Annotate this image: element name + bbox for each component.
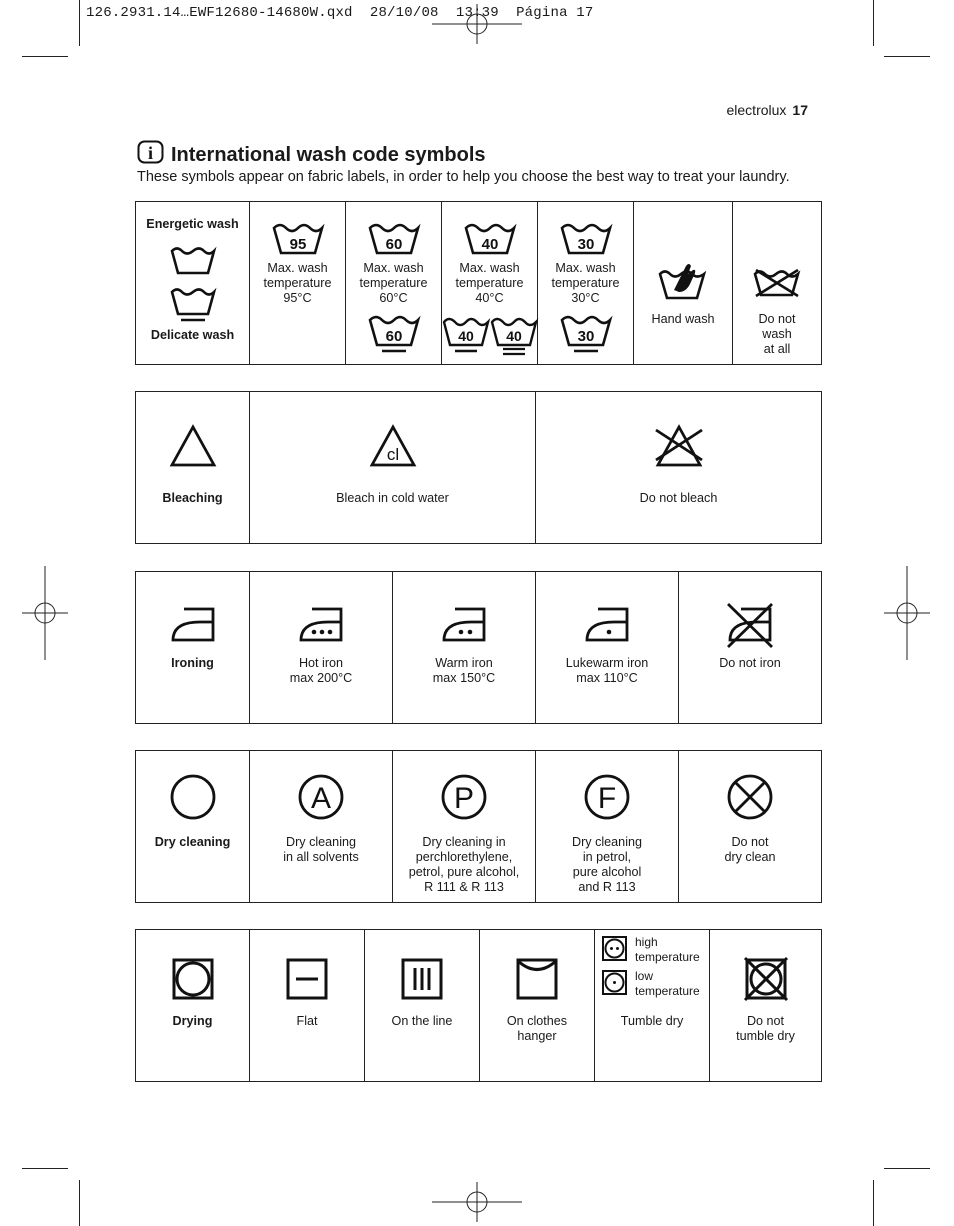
bleach-cold-cell xyxy=(250,392,536,544)
lukewarm-iron-cell xyxy=(536,572,679,724)
crop-mark xyxy=(22,56,68,57)
dry-clean-all-cell xyxy=(250,751,393,903)
wash-60-label: Max. wash temperature 60°C xyxy=(359,261,428,305)
lukewarm-iron-label: Lukewarm iron max 110°C xyxy=(565,656,649,685)
lukewarm-iron-icon xyxy=(584,606,630,642)
ironing-header-cell xyxy=(136,572,250,724)
hand-wash-icon xyxy=(658,260,708,302)
info-icon xyxy=(137,140,164,164)
dry-clean-f-icon xyxy=(583,773,631,821)
bleaching-label: Bleaching xyxy=(162,491,223,505)
dry-clean-a-icon xyxy=(297,773,345,821)
dry-clean-p-letter: P xyxy=(453,782,475,815)
do-not-wash-icon xyxy=(752,268,802,298)
washing-table xyxy=(135,201,822,365)
drying-table xyxy=(135,929,822,1082)
crop-mark xyxy=(22,1168,68,1169)
delicate-wash-30-icon xyxy=(560,314,612,354)
dry-clean-perc-cell xyxy=(393,751,536,903)
print-slug: 126.2931.14…EWF12680-14680W.qxd 28/10/08 13:39 Página 17 xyxy=(86,5,594,21)
delicate-wash-label: Delicate wash xyxy=(150,328,235,342)
bleach-triangle-icon xyxy=(169,424,217,468)
energetic-wash-label: Energetic wash xyxy=(146,217,239,231)
dry-clean-all-label: Dry cleaning in all solvents xyxy=(283,835,359,864)
iron-icon xyxy=(170,606,216,642)
wash-temp-text: 60 xyxy=(385,236,402,253)
wool-wash-40-icon xyxy=(491,316,537,356)
do-not-bleach-label: Do not bleach xyxy=(639,491,718,505)
tumble-high-icon xyxy=(602,936,627,961)
wash-temp-text: 40 xyxy=(481,236,498,253)
warm-iron-icon xyxy=(441,606,487,642)
hand-wash-label: Hand wash xyxy=(651,312,715,326)
dry-clean-circle-icon xyxy=(169,773,217,821)
wash-95-icon xyxy=(272,222,324,256)
do-not-wash-cell xyxy=(733,202,822,365)
warm-iron-label: Warm iron max 150°C xyxy=(432,656,496,685)
page-header xyxy=(727,102,809,118)
hanger-dry-cell xyxy=(480,930,595,1082)
wash-temp-text: 60 xyxy=(385,328,402,345)
dry-clean-f-letter: F xyxy=(597,782,617,815)
dry-clean-petrol-label: Dry cleaning in petrol, pure alcohol and R 113 xyxy=(572,835,642,894)
ironing-label: Ironing xyxy=(171,656,214,670)
tumble-low-icon xyxy=(602,970,627,995)
tumble-high-label: high temperature xyxy=(635,935,700,964)
do-not-iron-label: Do not iron xyxy=(719,656,781,670)
brand-name: electrolux xyxy=(726,102,787,118)
hanger-dry-icon xyxy=(516,958,558,1000)
crop-mark xyxy=(884,1168,930,1169)
drying-square-icon xyxy=(172,958,214,1000)
wash-60-icon xyxy=(368,222,420,256)
wash-temp-text: 40 xyxy=(506,328,522,344)
wash-30-cell xyxy=(538,202,634,365)
do-not-iron-cell xyxy=(679,572,822,724)
svg-text:i: i xyxy=(147,143,154,163)
registration-mark xyxy=(884,566,930,660)
crop-mark xyxy=(873,0,874,46)
do-not-bleach-cell xyxy=(536,392,822,544)
wash-temp-text: 40 xyxy=(458,328,474,344)
do-not-dry-clean-cell xyxy=(679,751,822,903)
hanger-dry-label: On clothes hanger xyxy=(506,1014,568,1043)
hot-iron-cell xyxy=(250,572,393,724)
wash-tub-icon xyxy=(170,246,216,276)
crop-mark xyxy=(873,1180,874,1226)
crop-mark xyxy=(79,1180,80,1226)
delicate-wash-tub-icon xyxy=(170,287,216,323)
wash-30-icon xyxy=(560,222,612,256)
hand-wash-cell xyxy=(634,202,733,365)
wash-temp-text: 30 xyxy=(577,328,594,345)
washing-header-cell xyxy=(136,202,250,365)
do-not-bleach-icon xyxy=(653,424,705,468)
wash-temp-text: 30 xyxy=(577,236,594,253)
flat-dry-icon xyxy=(286,958,328,1000)
ironing-table xyxy=(135,571,822,724)
flat-dry-cell xyxy=(250,930,365,1082)
drying-label: Drying xyxy=(172,1014,213,1028)
page-title: International wash code symbols xyxy=(171,144,486,166)
tumble-low-label: low temperature xyxy=(635,969,700,998)
delicate-wash-60-icon xyxy=(368,314,420,354)
bleach-cold-label: Bleach in cold water xyxy=(336,491,449,505)
line-dry-label: On the line xyxy=(391,1014,453,1028)
wash-40-label: Max. wash temperature 40°C xyxy=(455,261,524,305)
dry-cleaning-table xyxy=(135,750,822,903)
bleaching-header-cell xyxy=(136,392,250,544)
tumble-dry-label: Tumble dry xyxy=(620,1014,684,1028)
line-dry-cell xyxy=(365,930,480,1082)
dry-cleaning-header-cell xyxy=(136,751,250,903)
drying-header-cell xyxy=(136,930,250,1082)
hot-iron-icon xyxy=(298,606,344,642)
wash-temp-text: 95 xyxy=(289,236,306,253)
tumble-dry-cell xyxy=(595,930,710,1082)
bleaching-table xyxy=(135,391,822,544)
dry-clean-a-letter: A xyxy=(310,782,332,815)
crop-mark xyxy=(79,0,80,46)
dry-cleaning-label: Dry cleaning xyxy=(154,835,231,849)
wash-95-label: Max. wash temperature 95°C xyxy=(263,261,332,305)
registration-mark xyxy=(430,1182,524,1222)
bleach-cl-icon xyxy=(369,424,417,468)
crop-mark xyxy=(884,56,930,57)
do-not-iron-icon xyxy=(724,602,776,650)
wash-40-icon xyxy=(464,222,516,256)
page-number: 17 xyxy=(792,102,808,118)
wash-60-cell xyxy=(346,202,442,365)
wash-40-cell xyxy=(442,202,538,365)
wash-95-cell xyxy=(250,202,346,365)
dry-clean-p-icon xyxy=(440,773,488,821)
warm-iron-cell xyxy=(393,572,536,724)
do-not-wash-label: Do not wash at all xyxy=(758,312,796,356)
do-not-tumble-cell xyxy=(710,930,822,1082)
dry-clean-perc-label: Dry cleaning in perchlorethylene, petrol, pure alcohol, R 111 & R 113 xyxy=(408,835,520,894)
chlorine-text: cl xyxy=(386,445,399,464)
do-not-tumble-dry-icon xyxy=(743,956,789,1002)
do-not-dry-clean-icon xyxy=(726,773,774,821)
delicate-wash-40-icon xyxy=(443,316,489,356)
wash-30-label: Max. wash temperature 30°C xyxy=(551,261,620,305)
do-not-tumble-label: Do not tumble dry xyxy=(736,1014,795,1043)
hot-iron-label: Hot iron max 200°C xyxy=(289,656,353,685)
dry-clean-petrol-cell xyxy=(536,751,679,903)
page-subtitle: These symbols appear on fabric labels, in order to help you choose the best way to treat your laundry. xyxy=(137,169,790,185)
line-dry-icon xyxy=(401,958,443,1000)
registration-mark xyxy=(22,566,68,660)
flat-dry-label: Flat xyxy=(296,1014,318,1028)
do-not-dry-clean-label: Do not dry clean xyxy=(724,835,776,864)
